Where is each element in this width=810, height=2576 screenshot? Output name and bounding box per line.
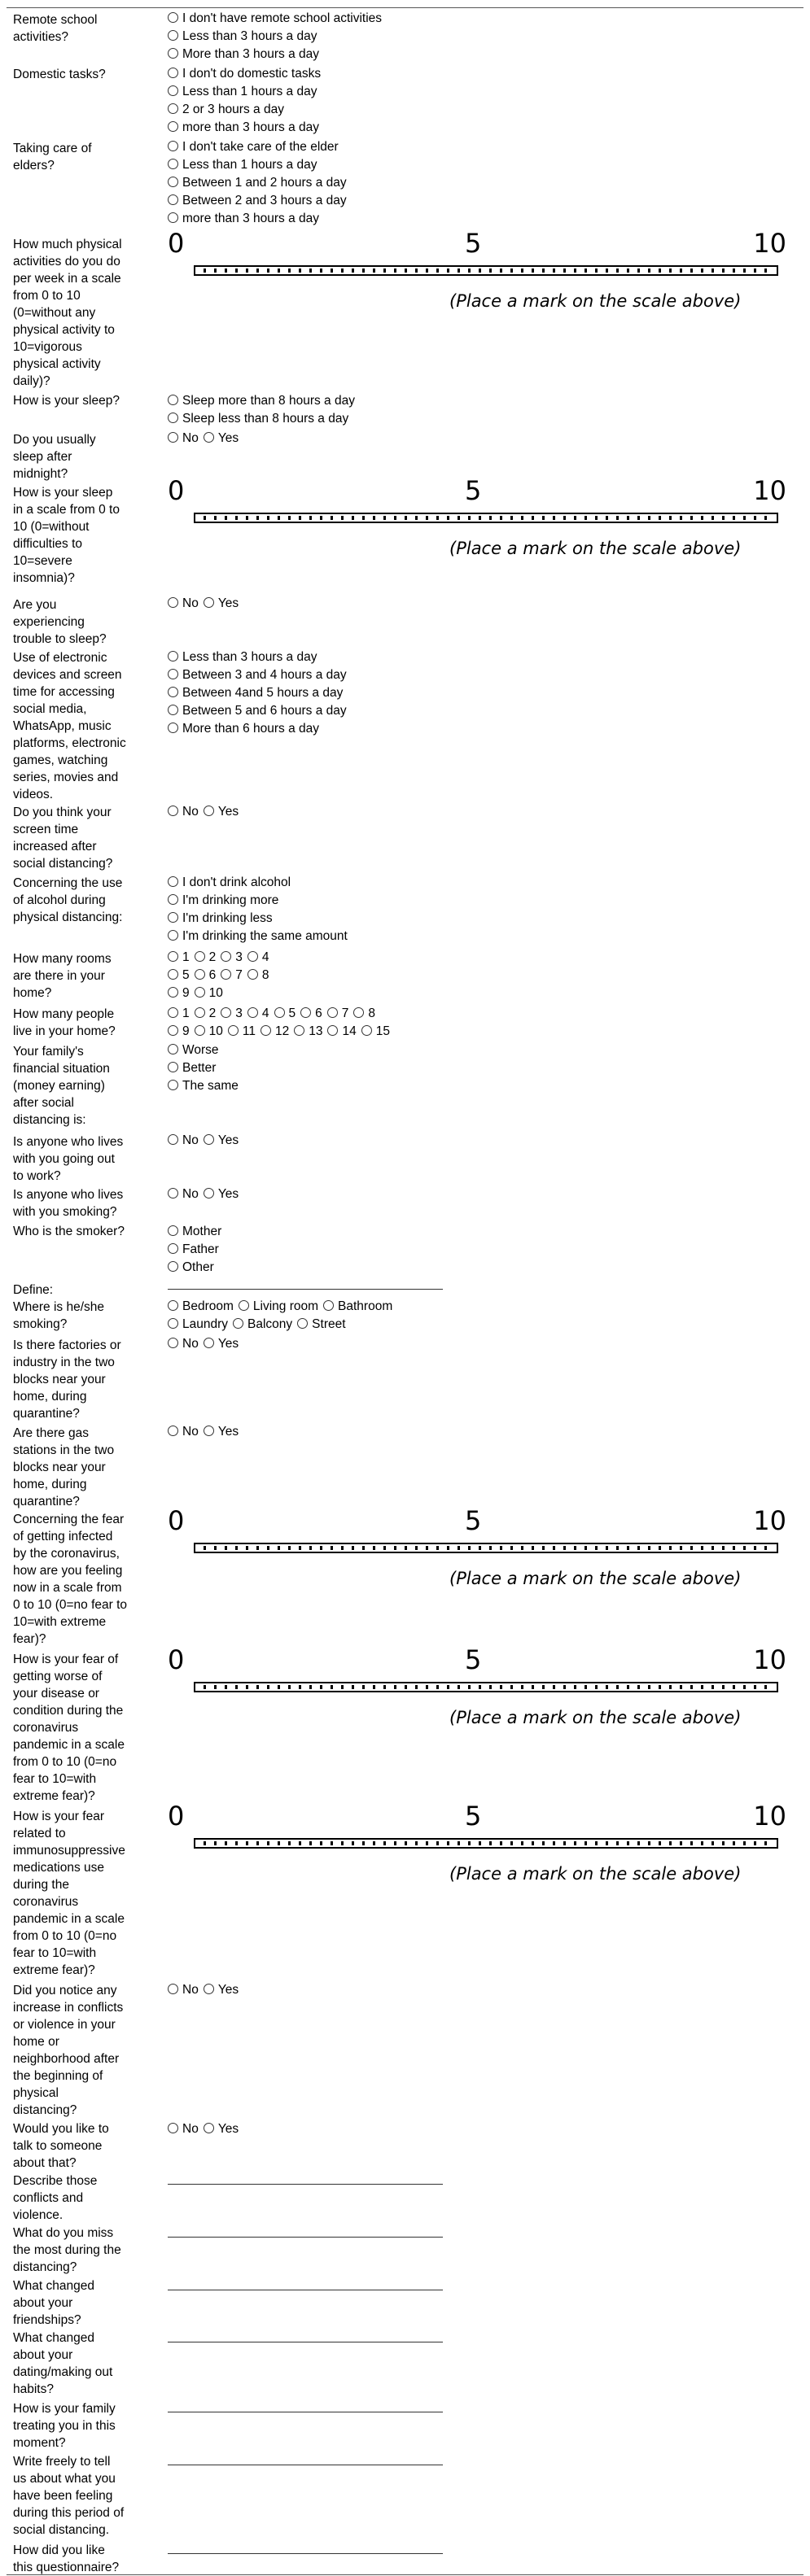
radio-option-yes[interactable]: Yes xyxy=(204,1132,239,1150)
question-friendships: What changed about your friendships? xyxy=(13,2279,94,2327)
radio-option-no[interactable]: No xyxy=(168,1981,199,1999)
question-sleep-scale: How is your sleep in a scale from 0 to 10 (0=without difficulties to 10=severe insomnia)? xyxy=(13,486,120,585)
radio-circle-icon[interactable] xyxy=(168,1984,178,1994)
options-screen-time xyxy=(168,648,347,738)
radio-circle-icon[interactable] xyxy=(297,1318,308,1329)
scale-physical-activity[interactable] xyxy=(168,229,786,327)
radio-circle-icon[interactable] xyxy=(247,1007,258,1018)
options-smoking xyxy=(168,1185,239,1203)
options-factories xyxy=(168,1335,239,1353)
radio-option[interactable]: I don't have remote school activities xyxy=(168,10,382,28)
question-feeling: Write freely to tell us about what you have been feeling during this period of social distancing. xyxy=(13,2455,125,2537)
questionnaire xyxy=(7,0,803,2576)
radio-circle-icon[interactable] xyxy=(168,969,178,980)
radio-circle-icon[interactable] xyxy=(195,1007,205,1018)
scale-bar[interactable] xyxy=(194,1838,778,1849)
options-sleep xyxy=(168,392,355,428)
radio-circle-icon[interactable] xyxy=(168,1080,178,1090)
radio-circle-icon[interactable] xyxy=(168,1338,178,1348)
question-screen-increase: Do you think your screen time increased after social distancing? xyxy=(13,806,113,871)
scale-max-label: 10 xyxy=(753,1644,786,1675)
scale-hint: (Place a mark on the scale above) xyxy=(449,1708,742,1727)
radio-option[interactable]: Sleep more than 8 hours a day xyxy=(168,392,355,410)
radio-circle-icon[interactable] xyxy=(168,1025,178,1036)
scale-mid-label: 5 xyxy=(465,1644,482,1675)
radio-option[interactable]: 13 xyxy=(294,1023,322,1041)
radio-circle-icon[interactable] xyxy=(168,177,178,187)
radio-circle-icon[interactable] xyxy=(168,1044,178,1054)
options-domestic-tasks xyxy=(168,65,321,137)
radio-option[interactable]: Mother xyxy=(168,1223,221,1241)
scale-mid-label: 5 xyxy=(465,475,482,506)
radio-circle-icon[interactable] xyxy=(168,413,178,423)
scale-hint: (Place a mark on the scale above) xyxy=(449,1569,742,1588)
radio-circle-icon[interactable] xyxy=(221,969,231,980)
radio-option[interactable]: Between 1 and 2 hours a day xyxy=(168,174,347,192)
question-sleep: How is your sleep? xyxy=(13,394,120,408)
options-screen-increase xyxy=(168,803,239,821)
radio-circle-icon[interactable] xyxy=(195,951,205,962)
radio-circle-icon[interactable] xyxy=(168,2123,178,2133)
radio-circle-icon[interactable] xyxy=(239,1300,249,1311)
radio-option-no[interactable]: No xyxy=(168,595,199,613)
radio-circle-icon[interactable] xyxy=(168,1062,178,1072)
radio-option[interactable]: more than 3 hours a day xyxy=(168,119,321,137)
describe-input-line[interactable] xyxy=(168,2184,443,2185)
radio-circle-icon[interactable] xyxy=(221,951,231,962)
radio-option[interactable]: more than 3 hours a day xyxy=(168,210,347,228)
radio-option[interactable]: Bathroom xyxy=(323,1298,392,1316)
scale-mid-label: 5 xyxy=(465,1801,482,1832)
scale-hint: (Place a mark on the scale above) xyxy=(449,539,742,558)
radio-circle-icon[interactable] xyxy=(168,1225,178,1236)
options-going-out xyxy=(168,1132,239,1150)
question-where-smoking: Where is he/she smoking? xyxy=(13,1300,104,1331)
radio-circle-icon[interactable] xyxy=(168,894,178,905)
question-rooms: How many rooms are there in your home? xyxy=(13,952,112,1000)
options-trouble-sleep xyxy=(168,595,239,613)
radio-option-yes[interactable]: Yes xyxy=(204,1335,239,1353)
radio-option-no[interactable]: No xyxy=(168,1423,199,1441)
radio-circle-icon[interactable] xyxy=(168,651,178,661)
radio-option[interactable]: Less than 1 hours a day xyxy=(168,83,321,101)
radio-option[interactable]: I don't drink alcohol xyxy=(168,874,348,892)
scale-fear-infected[interactable] xyxy=(168,1507,786,1605)
radio-circle-icon[interactable] xyxy=(168,876,178,887)
radio-option[interactable]: I'm drinking more xyxy=(168,892,348,910)
radio-option[interactable]: 9 xyxy=(168,1023,190,1041)
option-row xyxy=(168,967,269,985)
question-like: How did you like this questionnaire? xyxy=(13,2543,120,2574)
radio-option[interactable]: 1 xyxy=(168,1005,190,1023)
options-elders xyxy=(168,138,347,228)
radio-circle-icon[interactable] xyxy=(168,432,178,443)
scale-fear-worse[interactable] xyxy=(168,1646,786,1744)
radio-circle-icon[interactable] xyxy=(168,1426,178,1436)
radio-circle-icon[interactable] xyxy=(204,1984,214,1994)
question-factories: Is there factories or industry in the two blocks near your home, during quarantine? xyxy=(13,1338,121,1421)
radio-option[interactable]: 3 xyxy=(221,1005,243,1023)
radio-option[interactable]: 11 xyxy=(228,1023,256,1041)
radio-circle-icon[interactable] xyxy=(300,1007,311,1018)
radio-option[interactable]: 6 xyxy=(195,967,217,985)
scale-min-label: 0 xyxy=(168,1801,185,1832)
radio-option[interactable]: 4 xyxy=(247,1005,269,1023)
radio-option[interactable]: Street xyxy=(297,1316,345,1334)
radio-circle-icon[interactable] xyxy=(168,68,178,78)
scale-min-label: 0 xyxy=(168,475,185,506)
question-dating: What changed about your dating/making out habits? xyxy=(13,2331,113,2396)
radio-circle-icon[interactable] xyxy=(168,951,178,962)
radio-option[interactable]: 8 xyxy=(353,1005,375,1023)
radio-option-no[interactable]: No xyxy=(168,1185,199,1203)
scale-bar[interactable] xyxy=(194,1543,778,1553)
scale-min-label: 0 xyxy=(168,1505,185,1536)
radio-option[interactable]: Between 4and 5 hours a day xyxy=(168,684,347,702)
radio-circle-icon[interactable] xyxy=(233,1318,243,1329)
option-row xyxy=(168,1005,390,1023)
question-elders: Taking care of elders? xyxy=(13,142,92,172)
like-input-line[interactable] xyxy=(168,2553,443,2554)
scale-max-label: 10 xyxy=(753,228,786,259)
question-trouble-sleep: Are you experiencing trouble to sleep? xyxy=(13,598,107,646)
scale-max-label: 10 xyxy=(753,1801,786,1832)
question-remote-school: Remote school activities? xyxy=(13,13,98,44)
radio-option-yes[interactable]: Yes xyxy=(204,2120,239,2138)
question-domestic-tasks: Domestic tasks? xyxy=(13,68,106,81)
option-row xyxy=(168,1316,392,1334)
radio-option[interactable]: 4 xyxy=(247,949,269,967)
radio-option[interactable]: 10 xyxy=(195,1023,223,1041)
radio-option[interactable]: Father xyxy=(168,1241,221,1259)
radio-circle-icon[interactable] xyxy=(228,1025,239,1036)
scale-mid-label: 5 xyxy=(465,1505,482,1536)
radio-option[interactable]: Less than 3 hours a day xyxy=(168,648,347,666)
radio-option[interactable]: 7 xyxy=(327,1005,349,1023)
radio-option[interactable]: 7 xyxy=(221,967,243,985)
radio-circle-icon[interactable] xyxy=(168,1318,178,1329)
radio-circle-icon[interactable] xyxy=(168,121,178,132)
scale-mid-label: 5 xyxy=(465,228,482,259)
options-smoker xyxy=(168,1223,221,1277)
radio-circle-icon[interactable] xyxy=(168,395,178,405)
scale-sleep[interactable] xyxy=(168,477,786,574)
question-screen-time: Use of electronic devices and screen time for accessing social media, WhatsApp, music platforms, electronic games, watching series, movies and videos. xyxy=(13,651,126,801)
radio-circle-icon[interactable] xyxy=(168,723,178,733)
radio-circle-icon[interactable] xyxy=(168,30,178,41)
radio-option[interactable]: More than 6 hours a day xyxy=(168,720,347,738)
option-row xyxy=(168,1023,390,1041)
radio-option[interactable]: Between 3 and 4 hours a day xyxy=(168,666,347,684)
radio-circle-icon[interactable] xyxy=(168,930,178,941)
radio-option-yes[interactable]: Yes xyxy=(204,803,239,821)
radio-option[interactable]: 3 xyxy=(221,949,243,967)
question-talk: Would you like to talk to someone about that? xyxy=(13,2122,109,2170)
radio-circle-icon[interactable] xyxy=(204,597,214,608)
radio-circle-icon[interactable] xyxy=(168,687,178,697)
radio-circle-icon[interactable] xyxy=(168,194,178,205)
radio-option-yes[interactable]: Yes xyxy=(204,1981,239,1999)
radio-option[interactable]: Other xyxy=(168,1259,221,1277)
question-physical-activity: How much physical activities do you do per week in a scale from 0 to 10 (0=without any physical activity to 10=vigorous physical activity daily)? xyxy=(13,238,122,388)
radio-option[interactable]: Less than 1 hours a day xyxy=(168,156,347,174)
radio-circle-icon[interactable] xyxy=(327,1007,338,1018)
options-gas-stations xyxy=(168,1423,239,1441)
radio-circle-icon[interactable] xyxy=(247,951,258,962)
radio-option[interactable]: I don't do domestic tasks xyxy=(168,65,321,83)
option-row xyxy=(168,949,269,967)
radio-option[interactable]: Less than 3 hours a day xyxy=(168,28,382,46)
options-conflicts xyxy=(168,1981,239,1999)
radio-option[interactable]: 14 xyxy=(327,1023,356,1041)
bottom-rule xyxy=(7,2574,803,2575)
radio-circle-icon[interactable] xyxy=(261,1025,271,1036)
options-where-smoking xyxy=(168,1298,392,1334)
radio-circle-icon[interactable] xyxy=(168,212,178,223)
question-smoking: Is anyone who lives with you smoking? xyxy=(13,1188,124,1219)
radio-circle-icon[interactable] xyxy=(221,1007,231,1018)
question-describe: Describe those conflicts and violence. xyxy=(13,2174,98,2222)
radio-circle-icon[interactable] xyxy=(204,1188,214,1198)
scale-hint: (Place a mark on the scale above) xyxy=(449,291,742,311)
radio-circle-icon[interactable] xyxy=(168,1007,178,1018)
radio-circle-icon[interactable] xyxy=(361,1025,372,1036)
radio-option[interactable]: 12 xyxy=(261,1023,289,1041)
option-row xyxy=(168,1298,392,1316)
radio-circle-icon[interactable] xyxy=(168,12,178,23)
radio-option[interactable]: Between 5 and 6 hours a day xyxy=(168,702,347,720)
radio-option-no[interactable]: No xyxy=(168,1132,199,1150)
radio-circle-icon[interactable] xyxy=(168,669,178,679)
radio-circle-icon[interactable] xyxy=(168,141,178,151)
radio-option-no[interactable]: No xyxy=(168,803,199,821)
scale-min-label: 0 xyxy=(168,1644,185,1675)
radio-circle-icon[interactable] xyxy=(353,1007,364,1018)
option-row xyxy=(168,985,269,1002)
scale-max-label: 10 xyxy=(753,1505,786,1536)
question-define: Define: xyxy=(13,1283,54,1297)
radio-circle-icon[interactable] xyxy=(247,969,258,980)
scale-min-label: 0 xyxy=(168,228,185,259)
radio-circle-icon[interactable] xyxy=(327,1025,338,1036)
radio-circle-icon[interactable] xyxy=(195,987,205,998)
radio-circle-icon[interactable] xyxy=(168,1188,178,1198)
scale-max-label: 10 xyxy=(753,475,786,506)
radio-circle-icon[interactable] xyxy=(204,432,214,443)
scale-hint: (Place a mark on the scale above) xyxy=(449,1864,742,1884)
radio-circle-icon[interactable] xyxy=(168,159,178,169)
radio-circle-icon[interactable] xyxy=(168,705,178,715)
options-financial xyxy=(168,1041,239,1095)
scale-fear-medications[interactable] xyxy=(168,1802,786,1900)
question-smoker: Who is the smoker? xyxy=(13,1225,125,1238)
radio-option[interactable]: More than 3 hours a day xyxy=(168,46,382,63)
radio-circle-icon[interactable] xyxy=(204,1338,214,1348)
radio-circle-icon[interactable] xyxy=(168,806,178,816)
question-midnight: Do you usually sleep after midnight? xyxy=(13,433,96,481)
options-remote-school xyxy=(168,10,382,63)
question-family: How is your family treating you in this moment? xyxy=(13,2402,116,2450)
radio-circle-icon[interactable] xyxy=(274,1007,285,1018)
options-rooms xyxy=(168,949,269,1002)
radio-option-no[interactable]: No xyxy=(168,430,199,448)
question-fear-worse: How is your fear of getting worse of your disease or condition during the coronavirus pandemic in a scale from 0 to 10 (0=no fear to 10=with extreme fear)? xyxy=(13,1653,125,1803)
radio-option[interactable]: Better xyxy=(168,1059,239,1077)
radio-option-no[interactable]: No xyxy=(168,2120,199,2138)
question-miss: What do you miss the most during the distancing? xyxy=(13,2226,121,2274)
radio-option[interactable]: The same xyxy=(168,1077,239,1095)
radio-option-yes[interactable]: Yes xyxy=(204,1185,239,1203)
question-conflicts: Did you notice any increase in conflicts or violence in your home or neighborhood after the beginning of physical distancing? xyxy=(13,1984,124,2117)
radio-option-yes[interactable]: Yes xyxy=(204,1423,239,1441)
radio-circle-icon[interactable] xyxy=(204,1426,214,1436)
radio-circle-icon[interactable] xyxy=(168,103,178,114)
scale-bar[interactable] xyxy=(194,1682,778,1692)
question-people: How many people live in your home? xyxy=(13,1007,116,1038)
scale-bar[interactable] xyxy=(194,513,778,523)
define-input-line[interactable] xyxy=(168,1289,443,1290)
options-alcohol xyxy=(168,874,348,945)
radio-circle-icon[interactable] xyxy=(168,912,178,923)
radio-circle-icon[interactable] xyxy=(204,806,214,816)
radio-option-yes[interactable]: Yes xyxy=(204,595,239,613)
question-fear-medications: How is your fear related to immunosuppressive medications use during the coronavirus pandemic in a scale from 0 to 10 (0=no fear to 10=with extreme fear)? xyxy=(13,1810,125,1977)
scale-bar[interactable] xyxy=(194,265,778,276)
radio-circle-icon[interactable] xyxy=(195,1025,205,1036)
radio-option[interactable]: 9 xyxy=(168,985,190,1002)
radio-option[interactable]: 1 xyxy=(168,949,190,967)
radio-option[interactable]: 6 xyxy=(300,1005,322,1023)
question-fear-infected: Concerning the fear of getting infected by the coronavirus, how are you feeling now in a scale from 0 to 10 (0=no fear to 10=with extreme fear)? xyxy=(13,1513,128,1646)
question-gas-stations: Are there gas stations in the two blocks near your home, during quarantine? xyxy=(13,1426,115,1508)
radio-circle-icon[interactable] xyxy=(168,1134,178,1145)
question-going-out: Is anyone who lives with you going out to work? xyxy=(13,1135,124,1183)
radio-circle-icon[interactable] xyxy=(195,969,205,980)
radio-option[interactable]: Bedroom xyxy=(168,1298,234,1316)
radio-option[interactable]: 2 xyxy=(195,1005,217,1023)
radio-option[interactable]: 5 xyxy=(274,1005,296,1023)
options-talk xyxy=(168,2120,239,2138)
radio-option[interactable]: 2 or 3 hours a day xyxy=(168,101,321,119)
radio-option[interactable]: I don't take care of the elder xyxy=(168,138,347,156)
radio-circle-icon[interactable] xyxy=(168,987,178,998)
radio-circle-icon[interactable] xyxy=(204,2123,214,2133)
radio-circle-icon[interactable] xyxy=(168,597,178,608)
radio-option[interactable]: I'm drinking less xyxy=(168,910,348,928)
radio-option-no[interactable]: No xyxy=(168,1335,199,1353)
radio-option[interactable]: 5 xyxy=(168,967,190,985)
radio-option[interactable]: 8 xyxy=(247,967,269,985)
radio-circle-icon[interactable] xyxy=(168,1300,178,1311)
radio-circle-icon[interactable] xyxy=(204,1134,214,1145)
radio-option[interactable]: Worse xyxy=(168,1041,239,1059)
radio-option[interactable]: 15 xyxy=(361,1023,390,1041)
options-people xyxy=(168,1005,390,1041)
radio-option[interactable]: 2 xyxy=(195,949,217,967)
question-alcohol: Concerning the use of alcohol during physical distancing: xyxy=(13,876,123,924)
question-financial: Your family's financial situation (money earning) after social distancing is: xyxy=(13,1045,110,1127)
radio-option[interactable]: Laundry xyxy=(168,1316,228,1334)
radio-circle-icon[interactable] xyxy=(323,1300,334,1311)
radio-option-yes[interactable]: Yes xyxy=(204,430,239,448)
radio-circle-icon[interactable] xyxy=(168,85,178,96)
miss-input-line[interactable] xyxy=(168,2237,443,2238)
options-midnight xyxy=(168,430,239,448)
radio-option[interactable]: Living room xyxy=(239,1298,318,1316)
radio-option[interactable]: Sleep less than 8 hours a day xyxy=(168,410,355,428)
radio-circle-icon[interactable] xyxy=(168,1261,178,1272)
radio-option[interactable]: Between 2 and 3 hours a day xyxy=(168,192,347,210)
radio-option[interactable]: 10 xyxy=(195,985,223,1002)
radio-circle-icon[interactable] xyxy=(168,1243,178,1254)
radio-circle-icon[interactable] xyxy=(168,48,178,59)
top-rule xyxy=(7,7,803,8)
radio-option[interactable]: I'm drinking the same amount xyxy=(168,928,348,945)
radio-option[interactable]: Balcony xyxy=(233,1316,292,1334)
radio-circle-icon[interactable] xyxy=(294,1025,304,1036)
